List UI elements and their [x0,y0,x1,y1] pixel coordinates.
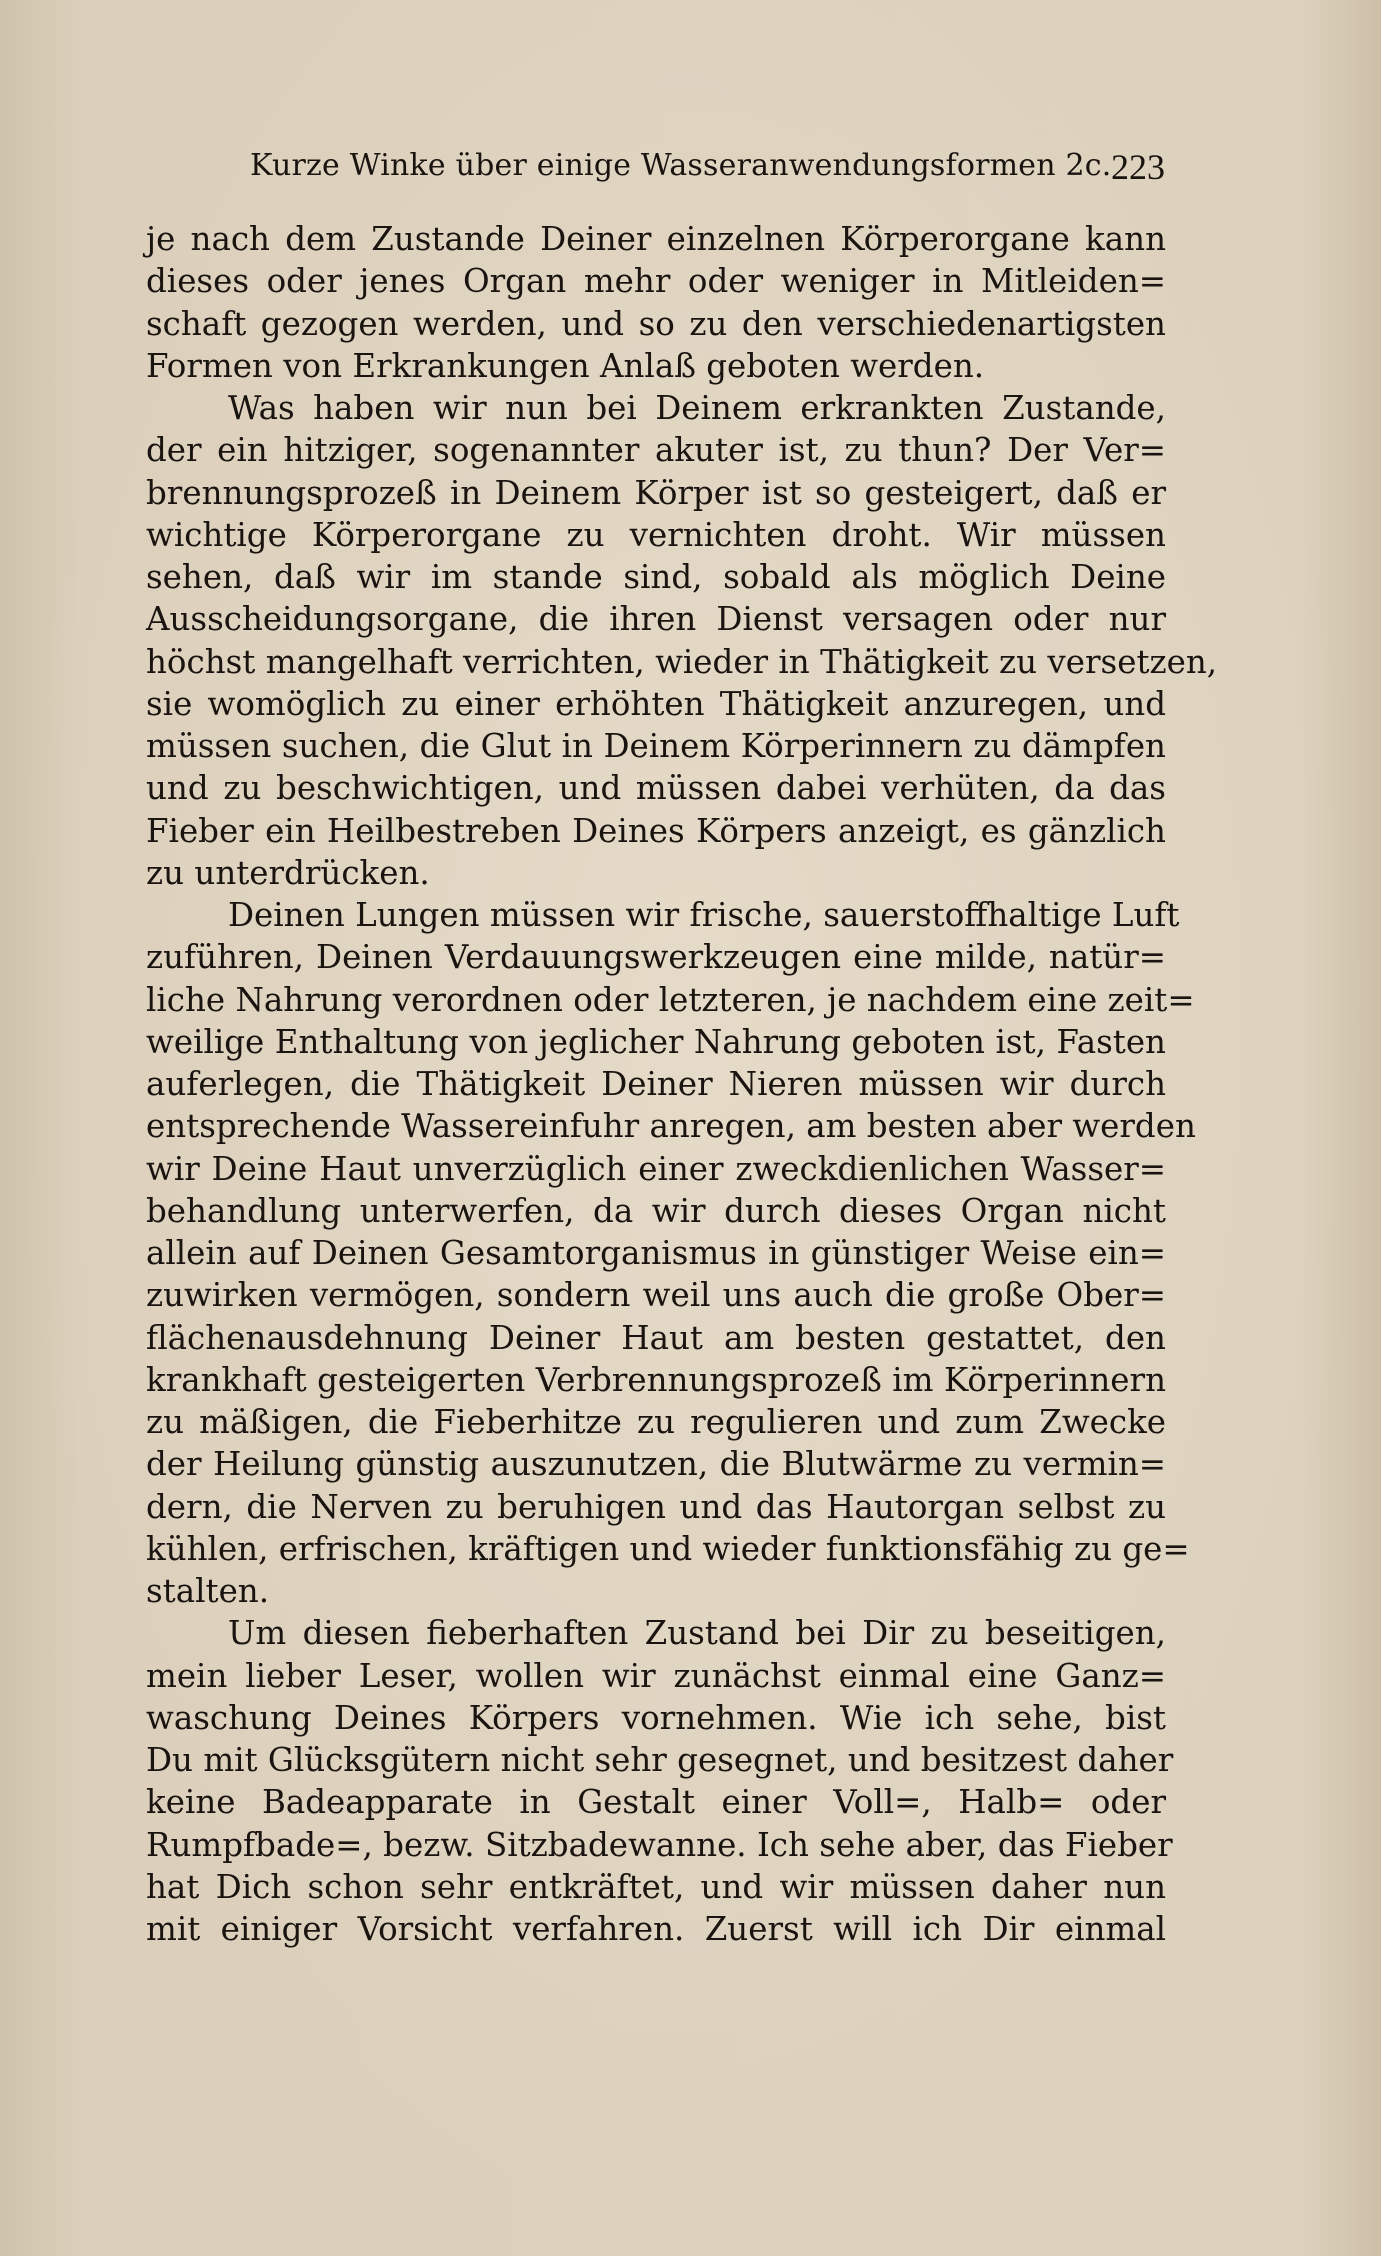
text-line: zu mäßigen, die Fieberhitze zu regulieren und zum Zwecke [146,1403,1166,1441]
text-line: wir Deine Haut unverzüglich einer zweckdienlichen Wasser= [146,1149,1166,1188]
text-line: Rumpfbade=, bezw. Sitzbadewanne. Ich sehe aber, das Fieber [146,1825,1173,1864]
text-line: und zu beschwichtigen, und müssen dabei verhüten, da das [146,769,1166,808]
text-line: der Heilung günstig auszunutzen, die Blutwärme zu vermin= [146,1445,1166,1484]
text-line: dern, die Nerven zu beruhigen und das Hautorgan selbst zu [146,1487,1166,1526]
running-head [250,142,1165,192]
text-line: schaft gezogen werden, und so zu den verschiedenartigsten [146,304,1166,343]
text-line: höchst mangelhaft verrichten, wieder in Thätigkeit zu versetzen, [146,642,1218,681]
running-title: Kurze Winke über einige Wasseranwendungsformen 2c. [250,148,1112,183]
text-line: mein lieber Leser, wollen wir zunächst einmal eine Ganz= [146,1656,1166,1695]
text-line: mit einiger Vorsicht verfahren. Zuerst will ich Dir einmal [146,1910,1166,1948]
text-line: zu unterdrücken. [146,853,430,892]
text-line: kühlen, erfrischen, kräftigen und wieder funktionsfähig zu ge= [146,1529,1190,1568]
text-line: Du mit Glücksgütern nicht sehr gesegnet, und besitzest daher [146,1741,1174,1779]
text-line: wichtige Körperorgane zu vernichten droht. Wir müssen [146,515,1166,554]
text-line: behandlung unterwerfen, da wir durch dieses Organ nicht [146,1191,1166,1230]
text-line: müssen suchen, die Glut in Deinem Körperinnern zu dämpfen [146,727,1166,765]
text-line: Deinen Lungen müssen wir frische, sauerstoffhaltige Luft [228,896,1180,934]
text-line: je nach dem Zustande Deiner einzelnen Körperorgane kann [146,220,1166,258]
text-line: auferlegen, die Thätigkeit Deiner Nieren müssen wir durch [146,1065,1166,1103]
text-line: sehen, daß wir im stande sind, sobald als möglich Deine [146,558,1166,596]
body-text [146,218,1218,1950]
text-line: stalten. [146,1572,270,1610]
text-line: zuführen, Deinen Verdauungswerkzeugen eine milde, natür= [146,938,1166,977]
text-line: krankhaft gesteigerten Verbrennungsprozeß im Körperinnern [146,1360,1166,1399]
text-line: waschung Deines Körpers vornehmen. Wie ich sehe, bist [146,1698,1166,1737]
text-line: Fieber ein Heilbestreben Deines Körpers anzeigt, es gänzlich [146,811,1166,850]
text-line: entsprechende Wassereinfuhr anregen, am besten aber werden [146,1107,1196,1146]
page-number: 223 [1111,147,1165,187]
text-line: sie womöglich zu einer erhöhten Thätigkeit anzuregen, und [146,684,1166,723]
text-line: Um diesen fieberhaften Zustand bei Dir zu beseitigen, [228,1614,1166,1653]
text-line: weilige Enthaltung von jeglicher Nahrung geboten ist, Fasten [146,1022,1166,1061]
text-line: hat Dich schon sehr entkräftet, und wir müssen daher nun [146,1867,1166,1906]
text-line: keine Badeapparate in Gestalt einer Voll=, Halb= oder [146,1783,1166,1822]
text-line: Was haben wir nun bei Deinem erkrankten Zustande, [228,389,1166,427]
text-line: zuwirken vermögen, sondern weil uns auch die große Ober= [146,1276,1166,1315]
text-line: allein auf Deinen Gesamtorganismus in günstiger Weise ein= [146,1234,1166,1272]
text-line: der ein hitziger, sogenannter akuter ist, zu thun? Der Ver= [146,431,1166,470]
text-line: brennungsprozeß in Deinem Körper ist so gesteigert, daß er [146,473,1166,512]
text-line: Ausscheidungsorgane, die ihren Dienst versagen oder nur [146,600,1166,639]
text-line: Formen von Erkrankungen Anlaß geboten werden. [146,346,985,385]
text-line: liche Nahrung verordnen oder letzteren, je nachdem eine zeit= [146,980,1195,1019]
text-line: dieses oder jenes Organ mehr oder weniger in Mitleiden= [146,262,1166,301]
text-line: flächenausdehnung Deiner Haut am besten gestattet, den [146,1318,1166,1357]
